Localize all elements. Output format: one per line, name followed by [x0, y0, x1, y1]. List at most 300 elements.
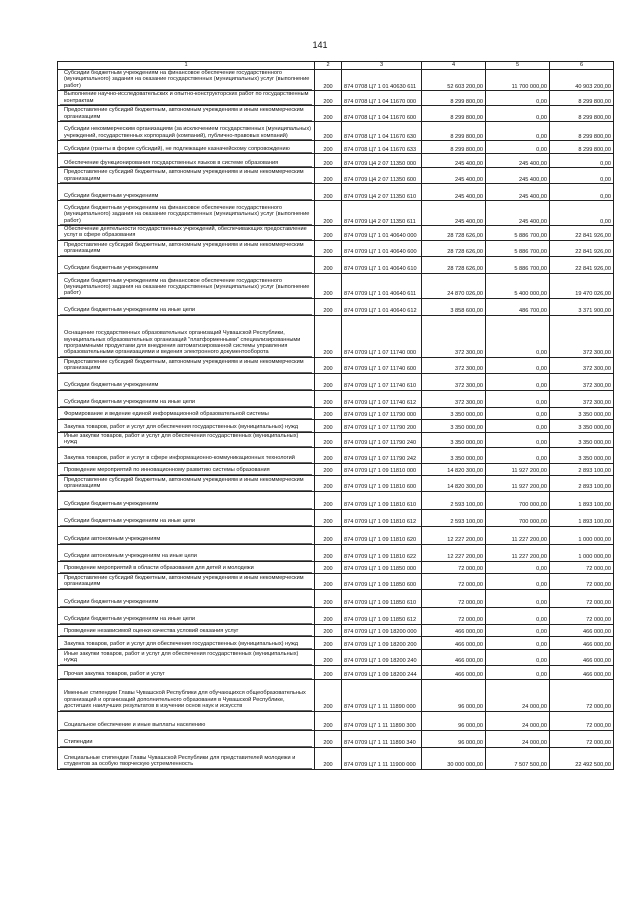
- amount-federal: 0,00: [486, 122, 550, 141]
- amount-federal: 0,00: [486, 91, 550, 106]
- expense-item-name: Иные закупки товаров, работ и услуг для обеспечения государственных (муниципальных) нужд: [60, 433, 312, 447]
- table-row: [58, 573, 614, 589]
- table-row: [58, 665, 614, 679]
- table-row: [58, 447, 614, 463]
- expense-item-name: Именные стипендии Главы Чувашской Республики для обучающихся общеобразовательных организаций и организаций дополнительного образования в Чувашской Республике, достигших наилучших результатов в изучении основ наук и искусств: [60, 690, 312, 710]
- amount-total: 30 000 000,00: [422, 747, 486, 769]
- amount-total: 8 299 800,00: [422, 91, 486, 106]
- expense-item-name: Обеспечение деятельности государственных учреждений, обеспечивающих предоставление услуг в сфере образования: [60, 226, 312, 240]
- row-name-cell: [58, 561, 315, 573]
- budget-classification-code: 874 0709 Ц7 1 09 11810 610: [342, 491, 422, 509]
- amount-republic: 19 470 026,00: [550, 273, 614, 298]
- amount-federal: 245 400,00: [486, 154, 550, 168]
- admin-code: 200: [315, 447, 342, 463]
- amount-federal: 11 227 200,00: [486, 526, 550, 544]
- budget-classification-code: 874 0709 Ц7 1 11 11900 000: [342, 747, 422, 769]
- amount-total: 2 593 100,00: [422, 491, 486, 509]
- row-name-cell: [58, 509, 315, 526]
- budget-classification-code: 874 0709 Ц7 1 07 11790 240: [342, 432, 422, 447]
- admin-code: 200: [315, 240, 342, 256]
- budget-classification-code: 874 0709 Ц4 2 07 11350 610: [342, 184, 422, 201]
- amount-republic: 0,00: [550, 154, 614, 168]
- budget-classification-code: 874 0709 Ц7 1 09 11810 622: [342, 544, 422, 561]
- expense-item-name: Проведение независимой оценки качества условий оказания услуг: [60, 628, 312, 635]
- expense-item-name: Проведение мероприятий в области образования для детей и молодежи: [60, 565, 312, 572]
- amount-republic: 22 492 500,00: [550, 747, 614, 769]
- amount-total: 72 000,00: [422, 589, 486, 607]
- amount-federal: 0,00: [486, 315, 550, 357]
- amount-republic: 1 000 000,00: [550, 526, 614, 544]
- amount-republic: 2 893 100,00: [550, 475, 614, 491]
- amount-total: 14 820 300,00: [422, 463, 486, 475]
- amount-total: 3 350 000,00: [422, 432, 486, 447]
- budget-classification-code: 874 0709 Ц7 1 09 11810 600: [342, 475, 422, 491]
- amount-republic: 466 000,00: [550, 624, 614, 636]
- amount-republic: 0,00: [550, 184, 614, 201]
- budget-classification-code: 874 0709 Ц7 1 09 11810 000: [342, 463, 422, 475]
- budget-classification-code: 874 0708 Ц7 1 04 11670 600: [342, 106, 422, 122]
- row-name-cell: [58, 447, 315, 463]
- row-name-cell: [58, 665, 315, 679]
- amount-republic: 3 371 900,00: [550, 298, 614, 315]
- row-name-cell: [58, 184, 315, 201]
- row-name-cell: [58, 649, 315, 665]
- amount-republic: 8 299 800,00: [550, 91, 614, 106]
- expense-item-name: Формирование и ведение единой информационной образовательной системы: [60, 411, 312, 418]
- amount-federal: 0,00: [486, 357, 550, 373]
- expense-item-name: Субсидии автономным учреждениям на иные цели: [60, 553, 312, 560]
- amount-total: 72 000,00: [422, 573, 486, 589]
- table-header-row: [58, 62, 614, 70]
- admin-code: 200: [315, 315, 342, 357]
- column-header: 3: [342, 62, 422, 70]
- table-row: [58, 168, 614, 184]
- amount-total: 466 000,00: [422, 624, 486, 636]
- admin-code: 200: [315, 561, 342, 573]
- amount-republic: 72 000,00: [550, 730, 614, 747]
- admin-code: 200: [315, 463, 342, 475]
- budget-classification-code: 874 0708 Ц7 1 01 40630 611: [342, 70, 422, 91]
- table-row: [58, 561, 614, 573]
- budget-table: [57, 61, 614, 770]
- admin-code: 200: [315, 141, 342, 154]
- row-name-cell: [58, 636, 315, 649]
- expense-item-name: Субсидии бюджетным учреждениям на иные цели: [60, 399, 312, 406]
- amount-federal: 5 400 000,00: [486, 273, 550, 298]
- row-name-cell: [58, 91, 315, 106]
- budget-classification-code: 874 0709 Ц7 1 07 11790 200: [342, 419, 422, 432]
- amount-total: 372 300,00: [422, 390, 486, 407]
- budget-classification-code: 874 0709 Ц7 1 09 18200 200: [342, 636, 422, 649]
- amount-republic: 8 299 800,00: [550, 106, 614, 122]
- budget-classification-code: 874 0709 Ц7 1 07 11740 612: [342, 390, 422, 407]
- expense-item-name: Предоставление субсидий бюджетным, автономным учреждениям и иным некоммерческим организациям: [60, 359, 312, 373]
- table-row: [58, 463, 614, 475]
- admin-code: 200: [315, 407, 342, 419]
- admin-code: 200: [315, 432, 342, 447]
- amount-federal: 0,00: [486, 589, 550, 607]
- expense-item-name: Прочая закупка товаров, работ и услуг: [60, 671, 312, 678]
- amount-republic: 72 000,00: [550, 711, 614, 730]
- admin-code: 200: [315, 390, 342, 407]
- budget-classification-code: 874 0709 Ц7 1 09 11850 600: [342, 573, 422, 589]
- expense-item-name: Закупка товаров, работ и услуг для обеспечения государственных (муниципальных) нужд: [60, 641, 312, 648]
- table-row: [58, 649, 614, 665]
- admin-code: 200: [315, 168, 342, 184]
- admin-code: 200: [315, 154, 342, 168]
- amount-republic: 3 350 000,00: [550, 432, 614, 447]
- admin-code: 200: [315, 589, 342, 607]
- table-row: [58, 70, 614, 91]
- budget-classification-code: 874 0709 Ц7 1 01 40640 610: [342, 256, 422, 273]
- amount-federal: 0,00: [486, 373, 550, 390]
- admin-code: 200: [315, 679, 342, 711]
- amount-total: 372 300,00: [422, 357, 486, 373]
- row-name-cell: [58, 544, 315, 561]
- amount-total: 72 000,00: [422, 607, 486, 624]
- admin-code: 200: [315, 70, 342, 91]
- table-row: [58, 315, 614, 357]
- table-row: [58, 184, 614, 201]
- admin-code: 200: [315, 298, 342, 315]
- row-name-cell: [58, 154, 315, 168]
- row-name-cell: [58, 747, 315, 769]
- amount-republic: 0,00: [550, 168, 614, 184]
- table-row: [58, 407, 614, 419]
- amount-republic: 2 893 100,00: [550, 463, 614, 475]
- amount-federal: 0,00: [486, 390, 550, 407]
- admin-code: 200: [315, 509, 342, 526]
- expense-item-name: Социальное обеспечение и иные выплаты населению: [60, 722, 312, 729]
- table-row: [58, 91, 614, 106]
- amount-total: 3 350 000,00: [422, 447, 486, 463]
- amount-federal: 7 507 500,00: [486, 747, 550, 769]
- amount-federal: 245 400,00: [486, 184, 550, 201]
- budget-classification-code: 874 0709 Ц7 1 09 18200 244: [342, 665, 422, 679]
- amount-republic: 22 841 926,00: [550, 226, 614, 241]
- amount-republic: 372 300,00: [550, 373, 614, 390]
- expense-item-name: Субсидии бюджетным учреждениям: [60, 382, 312, 389]
- amount-federal: 0,00: [486, 561, 550, 573]
- amount-federal: 0,00: [486, 447, 550, 463]
- expense-item-name: Закупка товаров, работ и услуг для обеспечения государственных (муниципальных) нужд: [60, 424, 312, 431]
- budget-classification-code: 874 0709 Ц7 1 01 40640 600: [342, 240, 422, 256]
- amount-federal: 0,00: [486, 407, 550, 419]
- table-row: [58, 106, 614, 122]
- amount-republic: 372 300,00: [550, 315, 614, 357]
- amount-republic: 3 350 000,00: [550, 419, 614, 432]
- amount-republic: 3 350 000,00: [550, 447, 614, 463]
- amount-republic: 72 000,00: [550, 679, 614, 711]
- budget-classification-code: 874 0708 Ц7 1 04 11670 633: [342, 141, 422, 154]
- table-row: [58, 226, 614, 241]
- amount-republic: 466 000,00: [550, 665, 614, 679]
- amount-total: 8 299 800,00: [422, 141, 486, 154]
- amount-total: 466 000,00: [422, 636, 486, 649]
- expense-item-name: Субсидии бюджетным учреждениям: [60, 193, 312, 200]
- admin-code: 200: [315, 665, 342, 679]
- column-header: 1: [58, 62, 315, 70]
- table-row: [58, 624, 614, 636]
- amount-federal: 245 400,00: [486, 201, 550, 226]
- admin-code: 200: [315, 91, 342, 106]
- admin-code: 200: [315, 526, 342, 544]
- amount-total: 96 000,00: [422, 679, 486, 711]
- budget-classification-code: 874 0709 Ц7 1 11 11890 300: [342, 711, 422, 730]
- amount-federal: 11 927 200,00: [486, 463, 550, 475]
- amount-federal: 0,00: [486, 573, 550, 589]
- budget-classification-code: 874 0709 Ц4 2 07 11350 600: [342, 168, 422, 184]
- amount-federal: 0,00: [486, 106, 550, 122]
- table-row: [58, 373, 614, 390]
- row-name-cell: [58, 141, 315, 154]
- budget-classification-code: 874 0709 Ц7 1 09 18200 000: [342, 624, 422, 636]
- budget-classification-code: 874 0709 Ц4 2 07 11350 000: [342, 154, 422, 168]
- row-name-cell: [58, 122, 315, 141]
- expense-item-name: Субсидии автономным учреждениям: [60, 536, 312, 543]
- amount-republic: 72 000,00: [550, 589, 614, 607]
- expense-item-name: Субсидии бюджетным учреждениям на финансовое обеспечение государственного (муниципального) задания на оказание государственных (муниципальных) услуг (выполнение работ): [60, 278, 312, 298]
- expense-item-name: Субсидии бюджетным учреждениям на финансовое обеспечение государственного (муниципального) задания на оказание государственных (муниципальных) услуг (выполнение работ): [60, 205, 312, 225]
- row-name-cell: [58, 373, 315, 390]
- row-name-cell: [58, 357, 315, 373]
- amount-total: 3 350 000,00: [422, 419, 486, 432]
- expense-item-name: Предоставление субсидий бюджетным, автономным учреждениям и иным некоммерческим организациям: [60, 169, 312, 183]
- amount-federal: 0,00: [486, 607, 550, 624]
- admin-code: 200: [315, 747, 342, 769]
- admin-code: 200: [315, 419, 342, 432]
- amount-republic: 72 000,00: [550, 607, 614, 624]
- admin-code: 200: [315, 357, 342, 373]
- amount-republic: 22 841 926,00: [550, 240, 614, 256]
- expense-item-name: Проведение мероприятий по инновационному развитию системы образования: [60, 467, 312, 474]
- amount-federal: 11 927 200,00: [486, 475, 550, 491]
- amount-total: 2 593 100,00: [422, 509, 486, 526]
- amount-total: 12 227 200,00: [422, 544, 486, 561]
- amount-total: 12 227 200,00: [422, 526, 486, 544]
- row-name-cell: [58, 298, 315, 315]
- table-row: [58, 475, 614, 491]
- admin-code: 200: [315, 373, 342, 390]
- row-name-cell: [58, 419, 315, 432]
- amount-federal: 24 000,00: [486, 679, 550, 711]
- row-name-cell: [58, 407, 315, 419]
- amount-federal: 0,00: [486, 624, 550, 636]
- expense-item-name: Субсидии бюджетным учреждениям: [60, 501, 312, 508]
- amount-federal: 0,00: [486, 649, 550, 665]
- budget-classification-code: 874 0709 Ц7 1 01 40640 000: [342, 226, 422, 241]
- expense-item-name: Субсидии некоммерческим организациям (за исключением государственных (муниципальных) учреждений, государственных корпораций (компаний), публично-правовых компаний): [60, 126, 312, 140]
- amount-total: 96 000,00: [422, 711, 486, 730]
- row-name-cell: [58, 432, 315, 447]
- expense-item-name: Оснащение государственных образовательных организаций Чувашской Республики, муниципальных образовательных организаций "платформенными" специализированными программными продуктами для внедрения автоматизированной системы управления образовательными организациями и ведения электронного документооборота: [60, 330, 312, 357]
- table-row: [58, 256, 614, 273]
- expense-item-name: Стипендии: [60, 739, 312, 746]
- row-name-cell: [58, 273, 315, 298]
- table-row: [58, 273, 614, 298]
- row-name-cell: [58, 475, 315, 491]
- amount-republic: 1 893 100,00: [550, 491, 614, 509]
- amount-federal: 5 886 700,00: [486, 226, 550, 241]
- row-name-cell: [58, 679, 315, 711]
- budget-classification-code: 874 0709 Ц7 1 09 11810 620: [342, 526, 422, 544]
- amount-republic: 72 000,00: [550, 561, 614, 573]
- table-row: [58, 419, 614, 432]
- row-name-cell: [58, 315, 315, 357]
- amount-federal: 5 886 700,00: [486, 256, 550, 273]
- table-row: [58, 509, 614, 526]
- amount-total: 28 728 626,00: [422, 256, 486, 273]
- column-header: 4: [422, 62, 486, 70]
- admin-code: 200: [315, 636, 342, 649]
- row-name-cell: [58, 201, 315, 226]
- admin-code: 200: [315, 122, 342, 141]
- table-row: [58, 240, 614, 256]
- amount-republic: 22 841 926,00: [550, 256, 614, 273]
- budget-classification-code: 874 0709 Ц7 1 09 11850 000: [342, 561, 422, 573]
- row-name-cell: [58, 390, 315, 407]
- budget-classification-code: 874 0709 Ц7 1 09 11810 612: [342, 509, 422, 526]
- expense-item-name: Предоставление субсидий бюджетным, автономным учреждениям и иным некоммерческим организациям: [60, 242, 312, 256]
- amount-federal: 5 886 700,00: [486, 240, 550, 256]
- expense-item-name: Субсидии бюджетным учреждениям: [60, 599, 312, 606]
- expense-item-name: Субсидии бюджетным учреждениям на иные цели: [60, 616, 312, 623]
- amount-republic: 8 299 800,00: [550, 141, 614, 154]
- expense-item-name: Предоставление субсидий бюджетным, автономным учреждениям и иным некоммерческим организациям: [60, 575, 312, 589]
- amount-republic: 8 299 800,00: [550, 122, 614, 141]
- row-name-cell: [58, 526, 315, 544]
- amount-federal: 245 400,00: [486, 168, 550, 184]
- expense-item-name: Выполнение научно-исследовательских и опытно-конструкторских работ по государственным контрактам: [60, 91, 312, 105]
- admin-code: 200: [315, 226, 342, 241]
- amount-total: 8 299 800,00: [422, 106, 486, 122]
- amount-total: 14 820 300,00: [422, 475, 486, 491]
- expense-item-name: Субсидии (гранты в форме субсидий), не подлежащие казначейскому сопровождению: [60, 146, 312, 153]
- amount-total: 466 000,00: [422, 665, 486, 679]
- table-row: [58, 122, 614, 141]
- budget-classification-code: 874 0709 Ц7 1 07 11740 000: [342, 315, 422, 357]
- amount-total: 28 728 626,00: [422, 240, 486, 256]
- amount-total: 96 000,00: [422, 730, 486, 747]
- row-name-cell: [58, 106, 315, 122]
- amount-republic: 0,00: [550, 201, 614, 226]
- table-row: [58, 636, 614, 649]
- amount-total: 372 300,00: [422, 373, 486, 390]
- amount-total: 28 728 626,00: [422, 226, 486, 241]
- admin-code: 200: [315, 649, 342, 665]
- table-row: [58, 526, 614, 544]
- table-row: [58, 589, 614, 607]
- admin-code: 200: [315, 544, 342, 561]
- amount-total: 245 400,00: [422, 184, 486, 201]
- row-name-cell: [58, 573, 315, 589]
- column-header: 2: [315, 62, 342, 70]
- amount-total: 52 603 200,00: [422, 70, 486, 91]
- amount-federal: 0,00: [486, 665, 550, 679]
- column-header: 5: [486, 62, 550, 70]
- amount-total: 8 299 800,00: [422, 122, 486, 141]
- admin-code: 200: [315, 730, 342, 747]
- budget-classification-code: 874 0709 Ц7 1 09 18200 240: [342, 649, 422, 665]
- page-number: 141: [312, 40, 328, 50]
- table-row: [58, 298, 614, 315]
- column-header: 6: [550, 62, 614, 70]
- amount-republic: 40 903 200,00: [550, 70, 614, 91]
- row-name-cell: [58, 711, 315, 730]
- budget-classification-code: 874 0709 Ц7 1 01 40640 612: [342, 298, 422, 315]
- row-name-cell: [58, 70, 315, 91]
- budget-classification-code: 874 0709 Ц4 2 07 11350 611: [342, 201, 422, 226]
- table-row: [58, 711, 614, 730]
- admin-code: 200: [315, 491, 342, 509]
- budget-classification-code: 874 0709 Ц7 1 07 11740 610: [342, 373, 422, 390]
- admin-code: 200: [315, 184, 342, 201]
- budget-classification-code: 874 0709 Ц7 1 01 40640 611: [342, 273, 422, 298]
- amount-total: 3 350 000,00: [422, 407, 486, 419]
- amount-republic: 372 300,00: [550, 390, 614, 407]
- expense-item-name: Предоставление субсидий бюджетным, автономным учреждениям и иным некоммерческим организациям: [60, 477, 312, 491]
- expense-item-name: Иные закупки товаров, работ и услуг для обеспечения государственных (муниципальных) нужд: [60, 651, 312, 665]
- budget-classification-code: 874 0708 Ц7 1 04 11670 630: [342, 122, 422, 141]
- amount-republic: 72 000,00: [550, 573, 614, 589]
- amount-republic: 372 300,00: [550, 357, 614, 373]
- admin-code: 200: [315, 201, 342, 226]
- admin-code: 200: [315, 711, 342, 730]
- amount-federal: 11 700 000,00: [486, 70, 550, 91]
- amount-federal: 0,00: [486, 636, 550, 649]
- expense-item-name: Специальные стипендии Главы Чувашской Республики для представителей молодежи и студентов за особую творческую устремленность: [60, 755, 312, 769]
- table-row: [58, 544, 614, 561]
- row-name-cell: [58, 730, 315, 747]
- table-row: [58, 390, 614, 407]
- row-name-cell: [58, 226, 315, 241]
- amount-republic: 466 000,00: [550, 636, 614, 649]
- amount-total: 72 000,00: [422, 561, 486, 573]
- expense-item-name: Субсидии бюджетным учреждениям на иные цели: [60, 307, 312, 314]
- expense-item-name: Закупка товаров, работ и услуг в сфере информационно-коммуникационных технологий: [60, 455, 312, 462]
- budget-classification-code: 874 0709 Ц7 1 07 11790 242: [342, 447, 422, 463]
- admin-code: 200: [315, 256, 342, 273]
- table-row: [58, 154, 614, 168]
- amount-federal: 11 227 200,00: [486, 544, 550, 561]
- expense-item-name: Субсидии бюджетным учреждениям на финансовое обеспечение государственного (муниципального) задания на оказание государственных (муниципальных) услуг (выполнение работ): [60, 70, 312, 90]
- admin-code: 200: [315, 573, 342, 589]
- expense-item-name: Субсидии бюджетным учреждениям на иные цели: [60, 518, 312, 525]
- amount-federal: 0,00: [486, 141, 550, 154]
- table-row: [58, 607, 614, 624]
- budget-classification-code: 874 0709 Ц7 1 11 11890 340: [342, 730, 422, 747]
- admin-code: 200: [315, 106, 342, 122]
- admin-code: 200: [315, 607, 342, 624]
- budget-classification-code: 874 0709 Ц7 1 07 11740 600: [342, 357, 422, 373]
- amount-total: 245 400,00: [422, 201, 486, 226]
- table-row: [58, 201, 614, 226]
- amount-federal: 0,00: [486, 432, 550, 447]
- amount-total: 245 400,00: [422, 168, 486, 184]
- amount-total: 24 870 026,00: [422, 273, 486, 298]
- admin-code: 200: [315, 624, 342, 636]
- budget-classification-code: 874 0709 Ц7 1 09 11850 612: [342, 607, 422, 624]
- expense-item-name: Предоставление субсидий бюджетным, автономным учреждениям и иным некоммерческим организациям: [60, 107, 312, 121]
- table-row: [58, 730, 614, 747]
- amount-federal: 486 700,00: [486, 298, 550, 315]
- amount-total: 3 858 600,00: [422, 298, 486, 315]
- table-row: [58, 679, 614, 711]
- admin-code: 200: [315, 475, 342, 491]
- expense-item-name: Обеспечение функционирования государственных языков в системе образования: [60, 160, 312, 167]
- amount-federal: 24 000,00: [486, 711, 550, 730]
- amount-federal: 700 000,00: [486, 491, 550, 509]
